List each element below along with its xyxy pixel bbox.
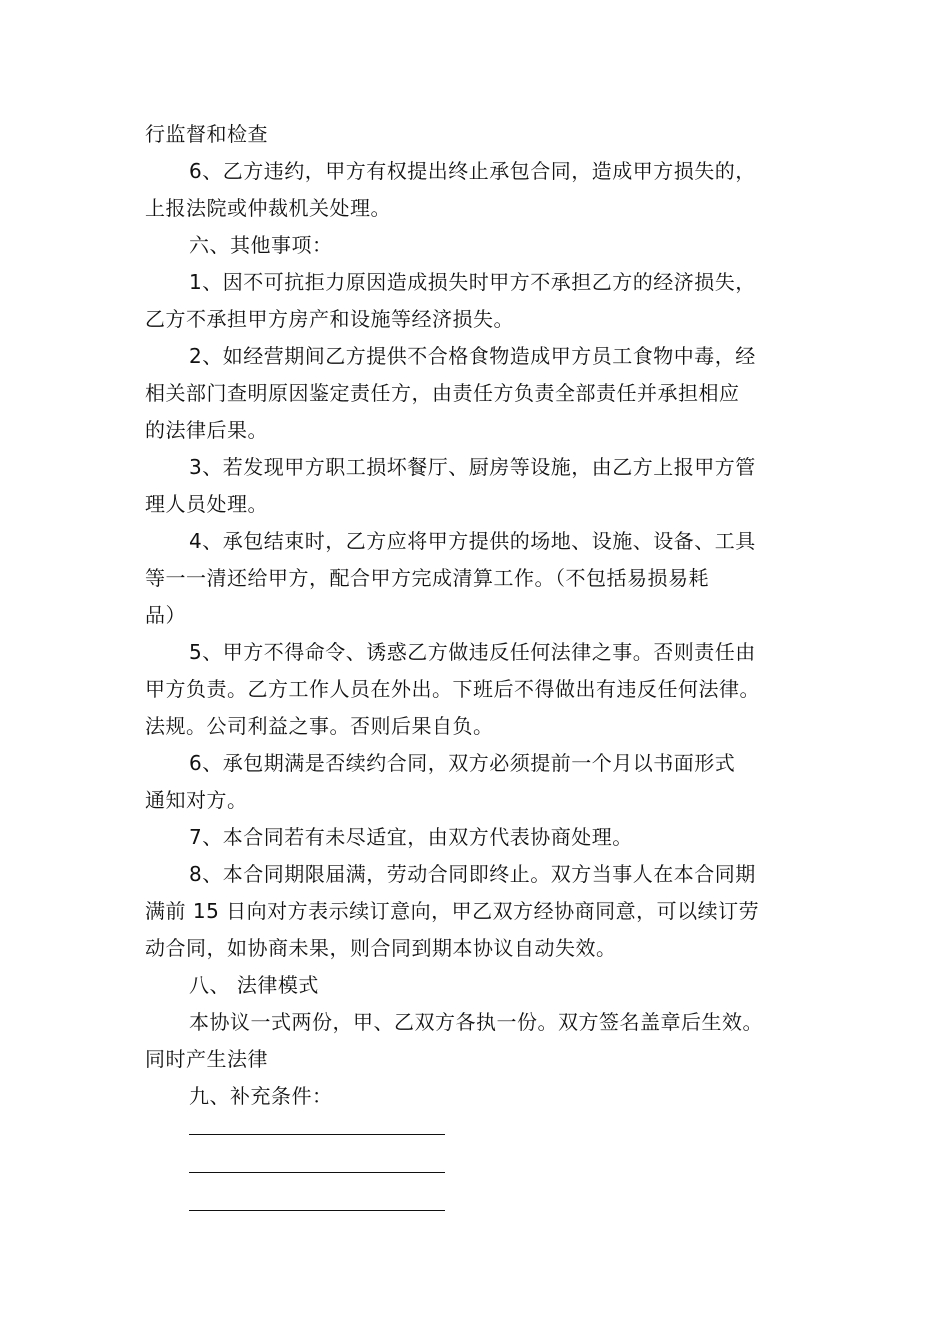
text-line-18: 6、承包期满是否续约合同，双方必须提前一个月以书面形式 [189,751,736,775]
contract-text [145,116,825,1115]
text-line-12: 4、承包结束时，乙方应将甲方提供的场地、设施、设备、工具 [189,529,756,553]
text-line-1: 行监督和检查 [145,122,268,146]
text-line-20: 7、本合同若有未尽适宜，由双方代表协商处理。 [189,825,633,849]
text-line-5: 1、因不可抗拒力原因造成损失时甲方不承担乙方的经济损失， [189,270,756,294]
text-line-25: 本协议一式两份，甲、乙双方各执一份。双方签名盖章后生效。 [189,1010,763,1034]
text-line-19: 通知对方。 [145,788,248,812]
text-line-23: 动合同，如协商未果，则合同到期本协议自动失效。 [145,936,617,960]
text-line-7: 2、如经营期间乙方提供不合格食物造成甲方员工食物中毒，经 [189,344,756,368]
text-line-11: 理人员处理。 [145,492,268,516]
text-line-16: 甲方负责。乙方工作人员在外出。下班后不得做出有违反任何法律。 [145,677,760,701]
section-heading-other-matters: 六、其他事项： [189,233,333,257]
blank-line-3 [189,1210,445,1212]
blank-line-1 [189,1134,445,1136]
text-line-8: 相关部门查明原因鉴定责任方，由责任方负责全部责任并承担相应 [145,381,740,405]
text-line-9: 的法律后果。 [145,418,268,442]
text-line-21: 8、本合同期限届满，劳动合同即终止。双方当事人在本合同期 [189,862,756,886]
text-line-10: 3、若发现甲方职工损坏餐厅、厨房等设施，由乙方上报甲方管 [189,455,756,479]
supplementary-blank-lines [189,1134,445,1248]
text-line-6: 乙方不承担甲方房产和设施等经济损失。 [145,307,514,331]
section-heading-supplementary-terms: 九、补充条件： [189,1084,333,1108]
text-line-22: 满前 15 日向对方表示续订意向，甲乙双方经协商同意，可以续订劳 [145,899,760,923]
section-heading-legal-mode: 八、 法律模式 [189,973,319,997]
text-line-15: 5、甲方不得命令、诱惑乙方做违反任何法律之事。否则责任由 [189,640,756,664]
text-line-13: 等一一清还给甲方，配合甲方完成清算工作。（不包括易损易耗 [145,566,709,590]
text-line-2: 6、乙方违约，甲方有权提出终止承包合同，造成甲方损失的， [189,159,756,183]
text-line-17: 法规。公司利益之事。否则后果自负。 [145,714,494,738]
text-line-3: 上报法院或仲裁机关处理。 [145,196,391,220]
text-line-26: 同时产生法律 [145,1047,268,1071]
text-line-14: 品） [145,603,186,627]
blank-line-2 [189,1172,445,1174]
